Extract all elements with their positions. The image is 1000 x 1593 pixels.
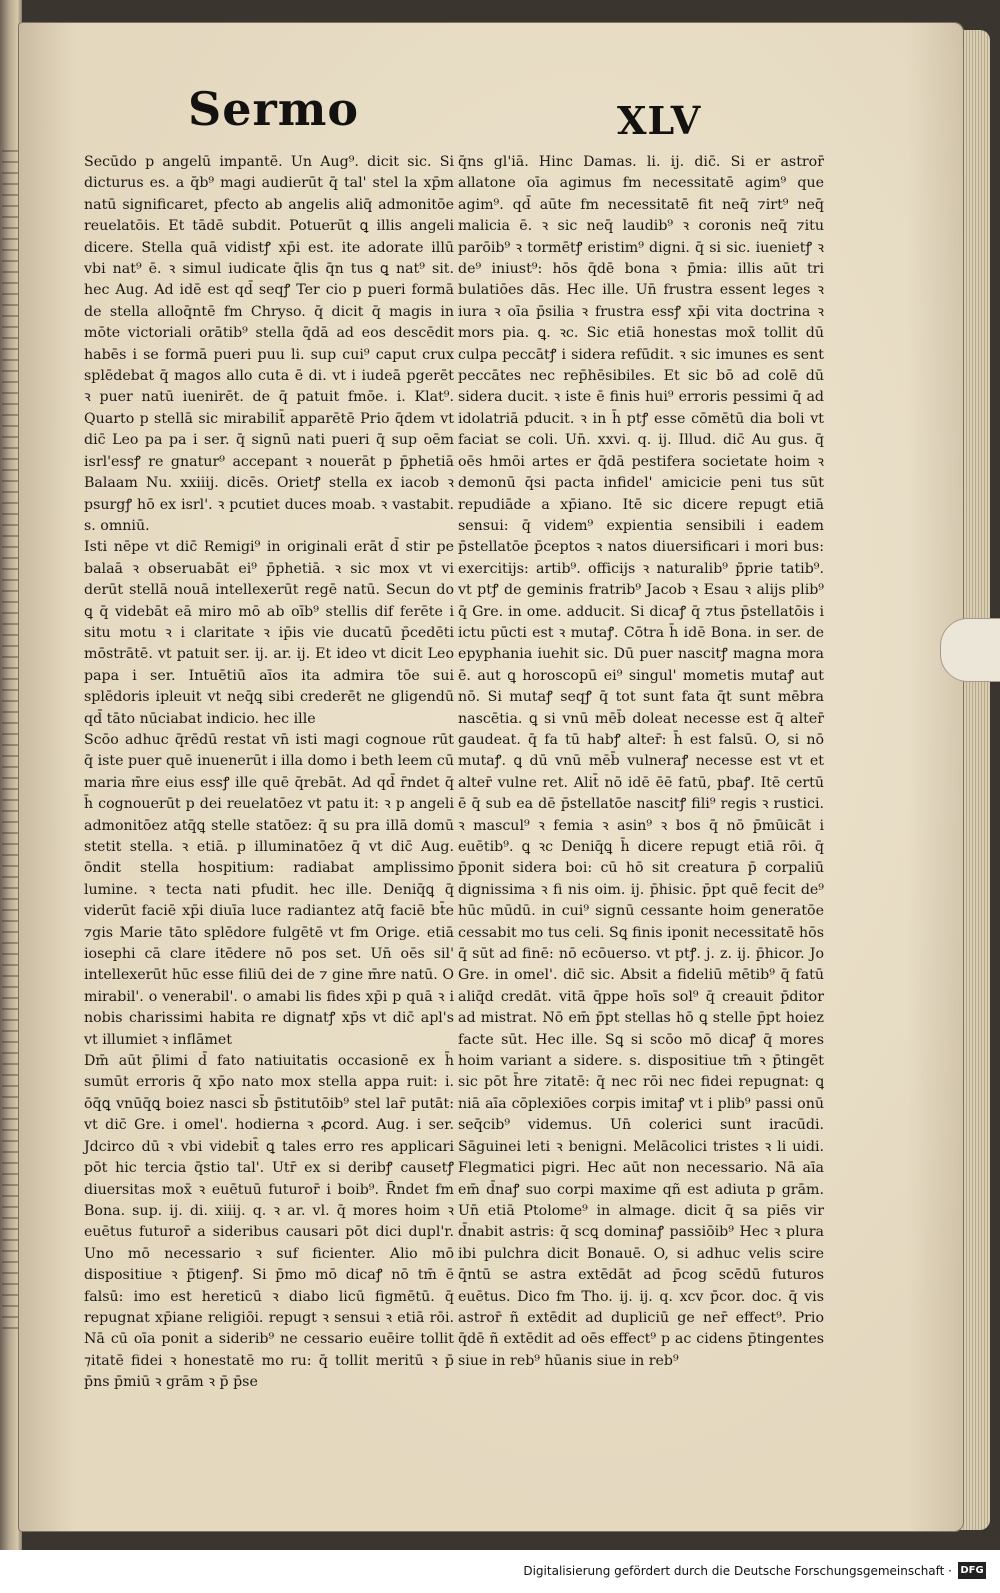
running-title: Sermo [188,82,360,136]
paragraph: q̄ns gl'iā. Hinc Damas. li. ij. dic̄. Si er astror̄ allatone oīa agimus fm necessitatē agim⁹ que agim⁹. qd̄ aūte fm necessitatē fit neq̄ ⁊irt⁹ neq̄ malicia ē. ꝛ sic neq̄ laudib⁹ ꝛ coronis neq̄ ⁊itu parōib⁹ ꝛ tormētꝭ eristim⁹ digni. q̄ si sic. iuenietꝭ ꝛ de⁹ iniust⁹: hōs q̄dē bona ꝛ p̄mia: illis aūt tri bulatiōes dās. Hec ille. Un̄ frustra essent leges ꝛ iura ꝛ oīa p̄silia ꝛ frustra essꝭ xp̄i vita doctrina ꝛ mors pia. ꝗ. ꝛc. Sic etiā honestas mox̄ tollit dū culpa peccātꝭ i sidera refūdit. ꝛ sic imunes es sent peccātes nec rep̄hēsibiles. Et sic bō ad colē dū sidera ducit. ꝛ iste ē finis hui⁹ erroris pessimi q̄ ad idolatriā pducit. ꝛ in h̄ ptꝭ esse cōmētū dia boli vt faciat se coli. Un̄. xxvi. q. ij. Illud. dic̄ Au gus. q̄ oēs hmōi artes er q̄dā pestifera societate hoim ꝛ demonū q̄si pacta infidel' amicicie peni tus sūt repudiāde a xp̄iano. Itē sic dicere repugt etiā sensui: q̄ videm⁹ expientia sensibili i eadem p̄stellatōe p̄ceptos ꝛ natos diuersificari i mori bus: exercitijs: artib⁹. officijs ꝛ naturalib⁹ p̄prie tatib⁹. vt ptꝭ de geminis fratrib⁹ Jacob ꝛ Esau ꝛ alijs plib⁹ q̄ Gre. in ome. adducit. Si dicaꝭ q̄ ⁊tus p̄stellatōis i ictu pūcti est ꝛ mutaꝭ. Cōtra h̄ idē Bona. in ser. de epyphania iuehit sic. Dū puer nascitꝭ magna mora ē. aut ꝗ horoscopū ei⁹ singul' mometis mutaꝭ aut nō. Si mutaꝭ seqꝭ q̄ tot sunt fata q̄t sunt mēbra nascētia. ꝗ si vnū mēb̄ doleat necesse est q̄ alter̄ gaudeat. q̄ fa tū habꝭ alter̄: h̄ est falsū. O, si nō mutaꝭ. ꝗ dū vnū mēb̄ vulneraꝭ necesse est vt et alter̄ vulne ret. Alit̄ nō idē ēē fatū, pbaꝭ. Itē certū ē q̄ sub ea dē p̄stellatōe nascitꝭ fili⁹ regis ꝛ rustici. ꝛ mascul⁹ ꝛ femia ꝛ asin⁹ ꝛ bos q̄ nō p̄mūicāt i euētib⁹. ꝗ ꝛc Deniq̄ꝗ h̄ dicere repugt etiā rōi. q̄ p̄ponit sidera boi: cū hō sit creatura p̄ corpaliū dignissima ꝛ fi nis oim. ij. p̄hisic. p̄pt quē fecit de⁹ hūc mūdū. in cui⁹ signū cessante hoim generatōe cessabit mo tus celi. Sꝗ finis iponit necessitatē hōs q̄ sūt ad finē: nō ecōuerso. vt ptꝭ. j. z. ij. p̄hicor. Jo Gre. in omel'. dic̄ sic. Absit a fideliū mētib⁹ q̄ fatū aliq̄d credāt. vitā q̄ppe hoīs sol⁹ q̄ creauit p̄ditor ad mistrat. Nō em̄ p̄pt stellas hō ꝗ stelle p̄pt hoiez facte sūt. Hec ille. Sꝗ si scōo mō dicaꝭ q̄ mores hoim variant a sidere. s. dispositiue tm̄ ꝛ p̄tingēt sic pōt h̄re ⁊itatē: q̄ nec rōi nec fidei repugnat: ꝗ niā aīa cōplexiōes corpis imitaꝭ vt i plib⁹ passi onū seq̄cib⁹ videmus. Un̄ colerici sunt iracūdi. Sāguinei leti ꝛ benigni. Melācolici tristes ꝛ li uidi. Flegmatici pigri. Hec aūt non necessario. Nā aīa em̄ d̄naꝭ suo corpi maxime qñ est adiuta p grām. Un̄ etiā Ptolome⁹ in almage. dicit q̄ sa piēs vir d̄nabit astris: q̄ scꝗ dominaꝭ passiōib⁹ Hec ꝛ plura ibi pulchra dicit Bonauē. O, si adhuc velis scire q̄ntū se astra extēdāt ad p̄cog scēdū futuros euētus. Dico fm Tho. ij. ij. q. xcv p̄cor. doc. q̄ vis astror̄ ñ extēdit ad dupliciū ge ner̄ effect⁹. Prio q̄dē ñ extēdit ad oēs effect⁹ p ac cidens p̄tingentes siue in reb⁹ hūanis siue in reb⁹ [458,154,824,1369]
dfg-logo: DFG [958,1562,986,1579]
paragraph: Dm̄ aūt p̄limi d̄ fato natiuitatis occasionē ex h̄ sumūt erroris q̄ xp̄o nato mox stella appa ruit: i. ōq̄ꝗ vnūq̄ꝗ boiez nasci sb̄ p̄stitutōib⁹ stel lar̄ putāt: vt dic̄ Gre. i omel'. hodierna ꝛ ꝓcord. Aug. i ser. Jdcirco dū ꝛ vbi videbit̄ ꝗ tales erro res applicari pōt hic tercia q̄stio tal'. Utr̄ ex si deribꝭ causetꝭ diuersitas mox̄ ꝛ euētuū futuror̄ i boib⁹. R̄ndet fm Bona. sup. ij. di. xiiij. q. ꝛ ar. vl. q̄ mores hoim ꝛ euētus futuror̄ a sideribus causari pōt dici dupl'r. Uno mō necessario ꝛ suf ficienter. Alio mō dispositiue ꝛ p̄tigenꝭ. Si p̄mo mō dicaꝭ nō tm̄ ē falsū: imo est hereticū ꝛ diabo licū figmētū. q̄ repugnat xp̄iane religiōi. repugt ꝛ sensui ꝛ etiā rōi. Nā cū oīa ponit a siderib⁹ ne cessario euēire tollit ⁊itatē fidei ꝛ honestatē mo ru: q̄ tollit meritū ꝛ p̄ p̄ns p̄miū ꝛ grām ꝛ p̄ p̄se [84,1053,454,1391]
bookmark-tab [940,618,1000,682]
paragraph: Scōo adhuc q̄rēdū restat vn̄ isti magi cognoue rūt q̄ iste puer quē inuenerūt i illa domo i beth leem cū maria m̄re eius essꝭ ille quē q̄rebāt. Ad qd̄ r̄ndet q̄ h̄ cognouerūt p dei reuelatōez vt patu it: ꝛ p angeli admonitōez atq̄ꝗ stelle statōez: q̄ su pra illā domū stetit stella. ꝛ etiā. p illuminatōez q̄ vt dic̄ Aug. ōndit stella hospitium: radiabat amplissimo lumine. ꝛ tecta nati pfudit. hec ille. Deniq̄ꝗ q̄ viderūt faciē xp̄i diuīa luce radiantez atq̄ faciē bt̄e ⁊gis Marie tāto splēdore fulgētē vt fm Orige. etiā iosephi cā clare itēdere nō pos set. Un̄ oēs sil' intellexerūt hūc esse filiū dei de ⁊ gine m̄re natū. O mirabil'. o venerabil'. o amabi lis fides xp̄i p quā ꝛ i nobis charissimi habita re dignatꝭ xp̄s vt dic̄ apl's vt illumiet ꝛ inflāmet [84,731,454,1048]
text-column-right [458,152,824,1372]
text-column-left [84,152,454,1394]
funding-credit: Digitalisierung gefördert durch die Deutsche Forschungsgemeinschaft · [523,1564,952,1578]
adjacent-page-text-fragments [2,150,18,1330]
digitization-footer [0,1550,1000,1593]
paragraph: Secūdo p angelū impantē. Un Aug⁹. dicit sic. Si dicturus es. a q̄b⁹ magi audierūt q̄ tal' stel la xp̄m natū significaret, pfecto ab angelis aliq̄ admonitōe reuelatōis. Et tādē subdit. Potuerūt ꝗ illis angeli dicere. Stella quā vidistꝭ xp̄i est. ite adorate illū vbi nat⁹ ē. ꝛ simul iudicate q̄lis q̄n tus ꝗ nat⁹ sit. hec Aug. Ad idē est qd̄ seqꝭ Ter cio p pueri formā de stella alloq̄ntē fm Chryso. q̄ dicit q̄ magis in mōte victoriali orātib⁹ stella q̄dā ad eos descēdit habēs i se formā pueri puu li. sup cui⁹ caput crux splēdebat q̄ magos allo cuta ē di. vt i iudeā pgerēt ꝛ puer natū iuenirēt. de q̄ patuit fmōe. i. Klat⁹. Quarto p stellā sic mirabilit̄ apparētē Prio q̄dem vt dic̄ Leo pa pa i ser. q̄ signū nati pueri q̄ sup oēm isrl'essꝭ re gnatur⁹ accepant ꝛ nouerāt p p̄phetiā Balaam Nu. xxiiij. dicēs. Orietꝭ stella ex iacob ꝛ psurgꝭ hō ex isrl'. ꝛ pcutiet duces moab. ꝛ vastabit. s. omniū. [84,154,454,534]
paragraph: Isti nēpe vt dic̄ Remigi⁹ in originali erāt d̄ stir pe balaā ꝛ obseruabāt ei⁹ p̄phetiā. ꝛ sic mox vt vi derūt stellā nouā intellexerūt regē natū. Secun do ꝗ q̄ videbāt eā miro mō ab oīb⁹ stellis dif ferēte i situ motu ꝛ i claritate ꝛ ip̄is vie ducatū p̄cedēti mōstrātē. vt patuit ser. ij. ar. ij. Et ideo vt dicit Leo papa i ser. Intuētiū aīos ita admira tōe sui splēdoris ipleuit vt neq̄ꝗ sibi crederēt ne gligendū qd̄ tāto nūciabat indicio. hec ille [84,539,454,727]
folio-number: XLV [617,98,702,143]
